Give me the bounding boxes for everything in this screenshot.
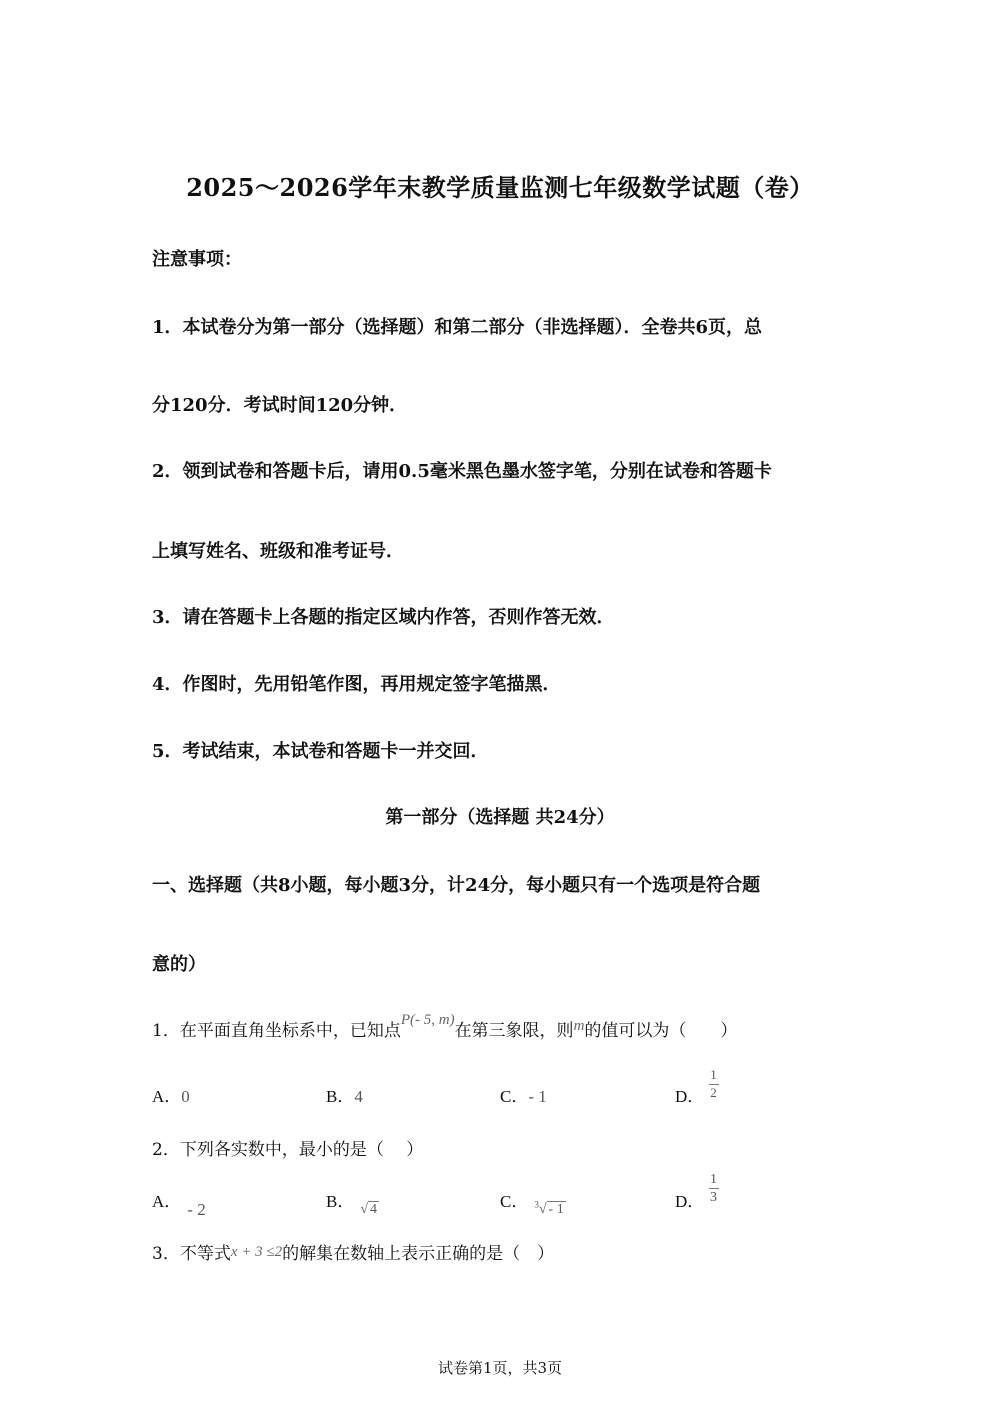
q2-option-d: D． $\frac{1}{3}$ [675, 1172, 718, 1211]
question-3: 3．不等式x + 3 ≤2的解集在数轴上表示正确的是（ ） [152, 1244, 555, 1264]
notice-item-1a: 1．本试卷分为第一部分（选择题）和第二部分（非选择题）．全卷共6页，总 [152, 317, 763, 338]
question-1 [152, 1012, 738, 1041]
page-footer: 试卷第1页，共3页 [437, 1359, 563, 1377]
part1-heading: 第一部分（选择题 共24分） [385, 807, 615, 828]
notice-heading: 注意事项： [152, 249, 242, 270]
q1-option-d: D． $\frac{1}{2}$ [675, 1067, 717, 1106]
notice-item-4: 4．作图时，先用铅笔作图，再用规定签字笔描黑． [152, 674, 561, 695]
q2-option-a: A． - 2 [152, 1192, 206, 1219]
q2-option-c-cbrt: 3√ - 1 [534, 1199, 564, 1217]
q1-option-d-fraction: $\frac{1}{2}$ [710, 1067, 717, 1100]
question-1-m-math: m [573, 1018, 585, 1034]
exam-title: 2025～2026学年末教学质量监测七年级数学试题（卷） [186, 173, 814, 202]
notice-item-5: 5．考试结束，本试卷和答题卡一并交回． [152, 741, 489, 762]
section-instruction-line1: 一、选择题（共8小题，每小题3分，计24分，每小题只有一个选项是符合题 [152, 875, 761, 896]
q1-option-c: C．- 1 [500, 1087, 547, 1106]
q2-option-c: C． $_{^3√ - 1}$ [500, 1192, 564, 1217]
q1-option-a: A．0 [152, 1087, 190, 1106]
question-2: 2．下列各实数中，最小的是（ ） [152, 1140, 424, 1160]
q2-option-b-sqrt: √ 4 [360, 1202, 378, 1217]
notice-item-2a: 2．领到试卷和答题卡后，请用0.5毫米黑色墨水签字笔，分别在试卷和答题卡 [152, 461, 772, 482]
question-1-prefix: 1．在平面直角坐标系中，已知点 [152, 1021, 401, 1041]
question-1-point-math: P(- 5, m) [400, 1012, 455, 1028]
notice-item-1b: 分120分．考试时间120分钟． [152, 395, 408, 416]
question-1-suffix: 的值可以为（ ） [584, 1021, 738, 1041]
notice-item-2b: 上填写姓名、班级和准考证号． [152, 541, 404, 562]
q2-option-d-fraction: $\frac{1}{3}$ [710, 1172, 718, 1206]
question-1-middle: 在第三象限，则 [454, 1021, 574, 1041]
section-instruction-line2: 意的） [152, 954, 206, 975]
q1-option-b: B．4 [326, 1087, 363, 1106]
q2-option-b: B． $_{√ 4}$ [326, 1192, 378, 1217]
question-3-inequality-math: x + 3 ≤2 [230, 1244, 283, 1260]
notice-item-3: 3．请在答题卡上各题的指定区域内作答，否则作答无效． [152, 607, 615, 628]
